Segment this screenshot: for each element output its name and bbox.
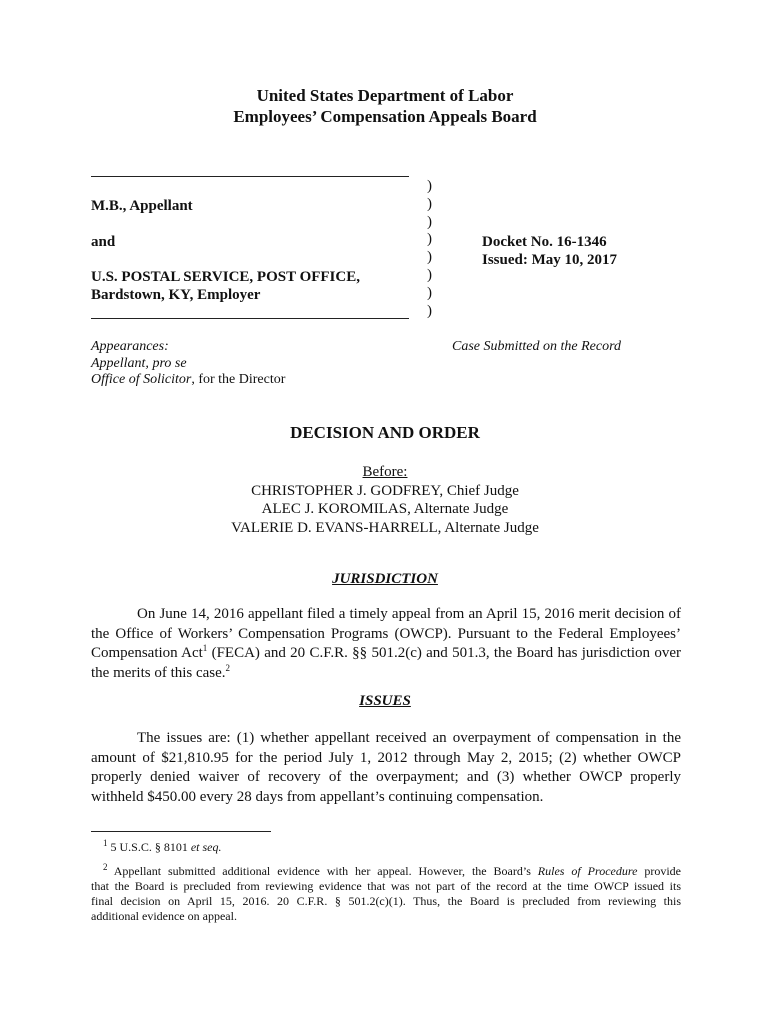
footnote-line: additional evidence on appeal. <box>91 909 237 923</box>
paragraph-line: withheld $450.00 every 28 days from appellant’s continuing compensation. <box>91 788 544 805</box>
footnote-2-text-a: Appellant submitted additional evidence with her appeal. However, the Board’s <box>107 864 538 878</box>
pro-se: pro se <box>152 355 187 371</box>
caption-and: and <box>91 234 116 250</box>
case-submitted-note: Case Submitted on the Record <box>452 339 622 354</box>
board-name: Employees’ Compensation Appeals Board <box>233 107 537 126</box>
judge-3: VALERIE D. EVANS-HARRELL, Alternate Judge <box>231 519 539 536</box>
footnote-2-text-b: provide <box>637 864 681 878</box>
paren: ) <box>427 266 432 283</box>
decision-title: DECISION AND ORDER <box>290 423 480 442</box>
before-block <box>0 463 770 537</box>
act-rest: (FECA) and 20 C.F.R. §§ 501.2(c) and 501.3, the Board has jurisdiction over <box>207 645 682 661</box>
issues-paragraph <box>91 729 681 807</box>
caption-top-rule <box>91 176 409 177</box>
paren: ) <box>427 284 432 301</box>
paragraph-line: amount of $21,810.95 for the period July 1, 2012 through May 2, 2015; (2) whether OWCP <box>91 749 681 766</box>
paren: ) <box>427 178 432 194</box>
paren: ) <box>427 213 432 230</box>
jurisdiction-heading: JURISDICTION <box>332 571 438 587</box>
appearances-label: Appearances: <box>91 339 169 354</box>
caption-parentheses <box>427 178 439 320</box>
footnote-1-text: 5 U.S.C. § 8101 <box>107 840 191 854</box>
merits-text: the merits of this case. <box>91 664 226 681</box>
paragraph-line: the Office of Workers’ Compensation Programs (OWCP). Pursuant to the Federal Employees’ <box>91 625 681 642</box>
appearances-block <box>91 339 285 389</box>
footnote-1 <box>91 840 681 855</box>
footnote-line <box>91 840 681 855</box>
agency-name: United States Department of Labor <box>256 86 514 105</box>
caption-bottom-rule <box>91 318 409 319</box>
footnote-ref-1[interactable]: 1 <box>202 643 208 653</box>
paren: ) <box>427 249 432 266</box>
rules-of-procedure: Rules of Procedure <box>537 864 638 878</box>
issues-heading: ISSUES <box>359 693 411 709</box>
appellant-name: M.B., Appellant <box>91 198 193 214</box>
paragraph-line: properly denied waiver of recovery of the overpayment; and (3) whether OWCP properly <box>91 769 681 785</box>
footnote-separator <box>91 831 271 832</box>
judge-2: ALEC J. KOROMILAS, Alternate Judge <box>261 501 509 517</box>
paren: ) <box>427 231 432 248</box>
footnote-mark-2: 2 <box>103 862 108 872</box>
employer-line-2: Bardstown, KY, Employer <box>91 287 261 303</box>
appellant-appearance <box>91 356 285 373</box>
footnote-ref-2[interactable]: 2 <box>225 662 231 673</box>
judge-1: CHRISTOPHER J. GODFREY, Chief Judge <box>251 482 519 499</box>
paren: ) <box>427 302 432 319</box>
solicitor-appearance <box>91 372 285 389</box>
footnote-mark-1: 1 <box>103 838 108 848</box>
agency-header <box>0 85 770 127</box>
paren: ) <box>427 195 432 212</box>
appellant-label: Appellant, <box>91 355 153 371</box>
paragraph-line <box>91 664 681 684</box>
footnote-2 <box>91 864 681 924</box>
footnote-1-italic: et seq. <box>190 840 222 854</box>
solicitor-rest: , for the Director <box>191 372 286 387</box>
paragraph-line <box>91 644 681 664</box>
paragraph-line: On June 14, 2016 appellant filed a timely appeal from an April 15, 2016 merit decision of <box>137 606 681 622</box>
jurisdiction-paragraph <box>91 605 681 683</box>
act-name: Compensation Act <box>91 645 203 661</box>
issued-date: Issued: May 10, 2017 <box>482 252 618 268</box>
paragraph-line: The issues are: (1) whether appellant received an overpayment of compensation in the <box>137 730 681 746</box>
employer-line-1: U.S. POSTAL SERVICE, POST OFFICE, <box>91 269 360 285</box>
footnote-line <box>91 864 681 879</box>
docket-number: Docket No. 16-1346 <box>482 234 607 250</box>
footnote-line: that the Board is precluded from reviewing evidence that was not part of the record at the time OWCP issued its <box>91 879 681 893</box>
solicitor-office: Office of Solicitor <box>91 372 192 387</box>
docket-block <box>482 233 617 269</box>
footnote-line: final decision on April 15, 2016. 20 C.F.R. § 501.2(c)(1). Thus, the Board is precluded from reviewing this <box>91 894 681 908</box>
before-label: Before: <box>362 464 408 480</box>
